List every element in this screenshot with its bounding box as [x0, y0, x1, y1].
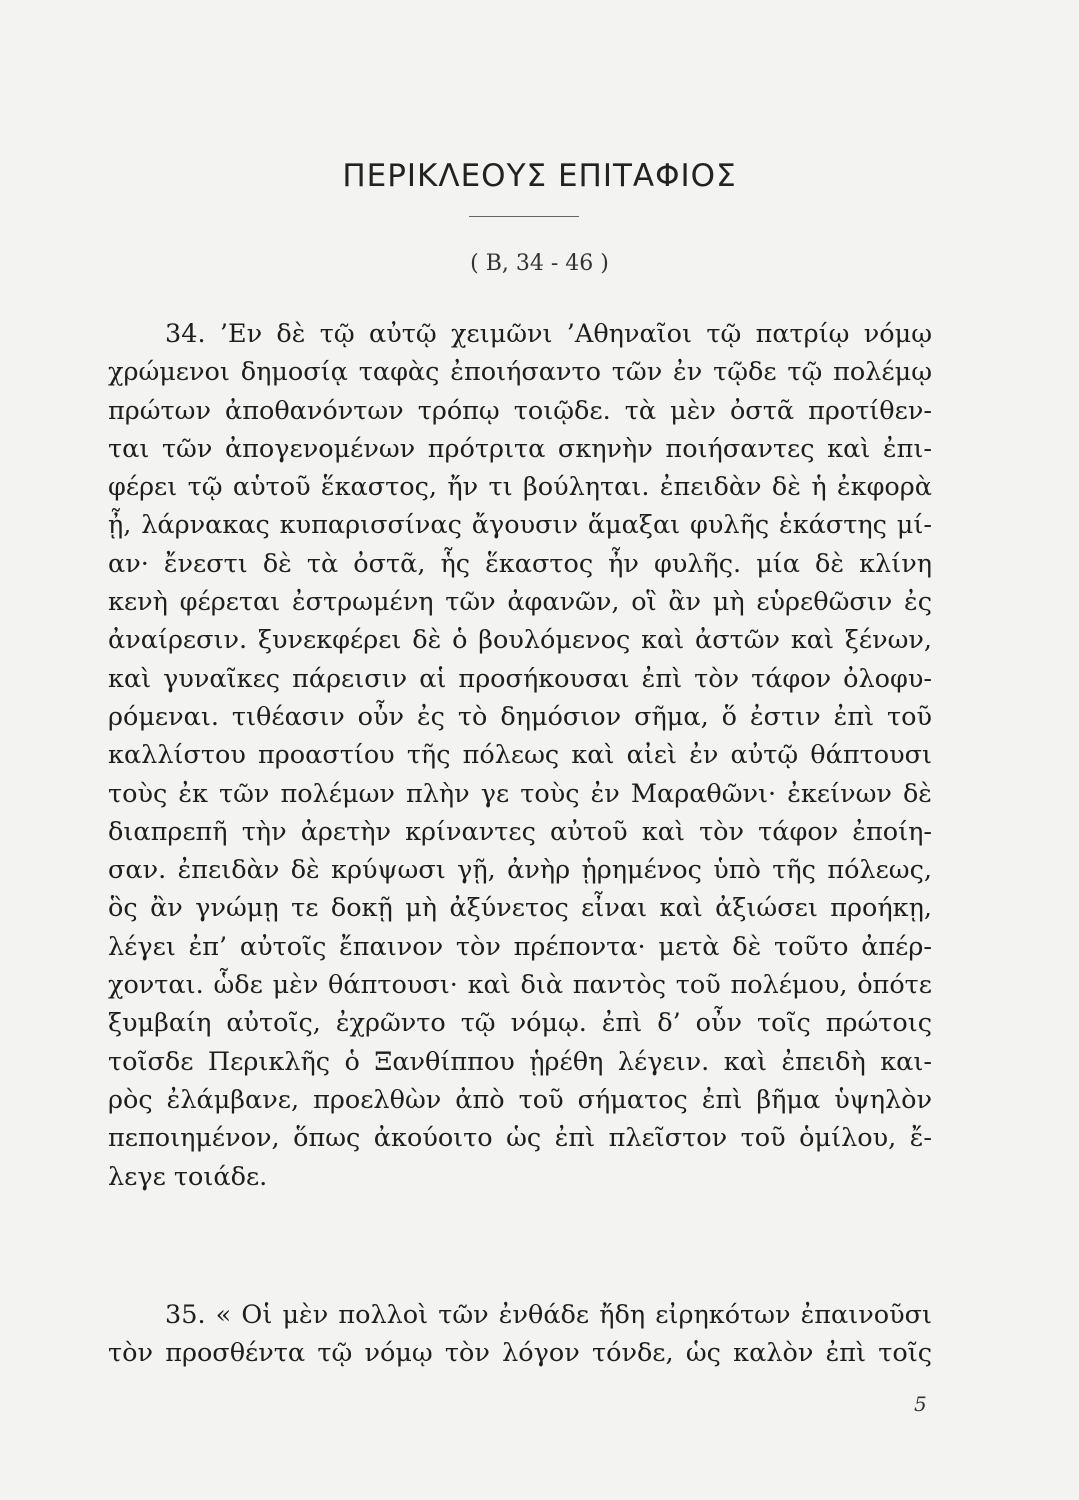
text-line: καὶ γυναῖκες πάρεισιν αἱ προσήκουσαι ἐπὶ τὸν τάφον ὀλοφυ- [108, 663, 932, 694]
text-line: λεγε τοιάδε. [108, 1161, 268, 1192]
text-line: ρόμεναι. τιθέασιν οὖν ἐς τὸ δημόσιον σῆμα, ὅ ἐστιν ἐπὶ τοῦ [108, 701, 932, 732]
text-line: αν· ἔνεστι δὲ τὰ ὀστᾶ, ἧς ἕκαστος ἦν φυλῆς. μία δὲ κλίνη [108, 548, 932, 579]
text-line: ξυμβαίη αὐτοῖς, ἐχρῶντο τῷ νόμῳ. ἐπὶ δ’ οὖν τοῖς πρώτοις [108, 1008, 932, 1039]
text-line: σαν. ἐπειδὰν δὲ κρύψωσι γῇ, ἀνὴρ ᾑρημένος ὑπὸ τῆς πόλεως, [108, 855, 932, 886]
page-number: 5 [914, 1392, 927, 1416]
text-line: κενὴ φέρεται ἐστρωμένη τῶν ἀφανῶν, οἳ ἂν μὴ εὑρεθῶσιν ἐς [108, 587, 932, 618]
text-line: φέρει τῷ αὑτοῦ ἕκαστος, ἤν τι βούληται. ἐπειδὰν δὲ ἡ ἐκφορὰ [108, 472, 932, 503]
text-line: χρώμενοι δημοσίᾳ ταφὰς ἐποιήσαντο τῶν ἐν τῷδε τῷ πολέμῳ [108, 357, 932, 388]
paragraph-34 [108, 315, 932, 1196]
paragraph-35 [108, 1296, 932, 1373]
text-line: ὃς ἂν γνώμῃ τε δοκῇ μὴ ἀξύνετος εἶναι καὶ ἀξιώσει προήκῃ, [108, 893, 932, 924]
text-line: πρώτων ἀποθανόντων τρόπῳ τοιῷδε. τὰ μὲν ὀστᾶ προτίθεν- [108, 395, 932, 426]
text-line: διαπρεπῆ τὴν ἀρετὴν κρίναντες αὐτοῦ καὶ τὸν τάφον ἐποίη- [108, 816, 932, 847]
text-line: τοῖσδε Περικλῆς ὁ Ξανθίππου ᾑρέθη λέγειν. καὶ ἐπειδὴ και- [108, 1046, 932, 1077]
text-line: πεποιημένον, ὅπως ἀκούοιτο ὡς ἐπὶ πλεῖστον τοῦ ὁμίλου, ἔ- [108, 1123, 932, 1154]
text-line: χονται. ὧδε μὲν θάπτουσι· καὶ διὰ παντὸς τοῦ πολέμου, ὁπότε [108, 970, 932, 1001]
book-reference: ( Β, 34 - 46 ) [470, 251, 609, 276]
text-line: ᾖ, λάρνακας κυπαρισσίνας ἄγουσιν ἅμαξαι φυλῆς ἑκάστης μί- [108, 510, 932, 541]
chapter-title: ΠΕΡΙΚΛΕΟΥΣ ΕΠΙΤΑΦΙΟΣ [342, 158, 737, 194]
text-line: τὸν προσθέντα τῷ νόμῳ τὸν λόγον τόνδε, ὡς καλὸν ἐπὶ τοῖς [108, 1338, 932, 1369]
text-line: ται τῶν ἀπογενομένων πρότριτα σκηνὴν ποιήσαντες καὶ ἐπι- [108, 433, 932, 464]
text-line: ρὸς ἐλάμβανε, προελθὼν ἀπὸ τοῦ σήματος ἐπὶ βῆμα ὑψηλὸν [108, 1084, 932, 1115]
title-divider [469, 216, 579, 217]
text-line: καλλίστου προαστίου τῆς πόλεως καὶ αἰεὶ ἐν αὐτῷ θάπτουσι [108, 740, 932, 771]
text-line: 34. ’Εν δὲ τῷ αὐτῷ χειμῶνι ’Αθηναῖοι τῷ πατρίῳ νόμῳ [165, 319, 932, 349]
text-line: ἀναίρεσιν. ξυνεκφέρει δὲ ὁ βουλόμενος καὶ ἀστῶν καὶ ξένων, [108, 625, 932, 656]
text-line: λέγει ἐπ’ αὐτοῖς ἔπαινον τὸν πρέποντα· μετὰ δὲ τοῦτο ἀπέρ- [108, 931, 932, 962]
text-line: τοὺς ἐκ τῶν πολέμων πλὴν γε τοὺς ἐν Μαραθῶνι· ἐκείνων δὲ [108, 778, 932, 809]
text-line: 35. « Οἱ μὲν πολλοὶ τῶν ἐνθάδε ἤδη εἰρηκότων ἐπαινοῦσι [165, 1300, 932, 1330]
